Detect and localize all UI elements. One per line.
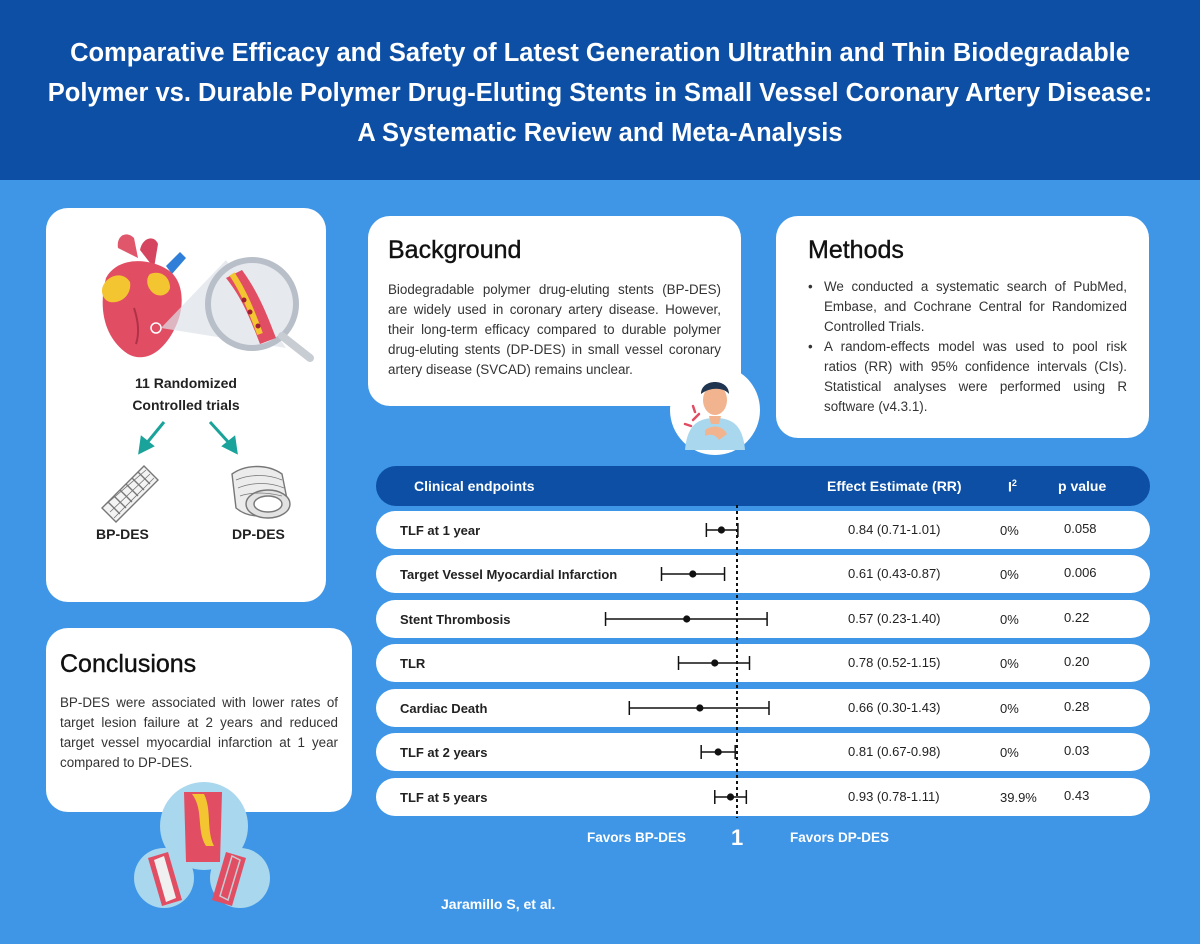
table-row xyxy=(376,644,1150,682)
effect-cell: 0.93 (0.78-1.11) xyxy=(848,789,940,804)
effect-cell: 0.66 (0.30-1.43) xyxy=(848,700,941,715)
i2-cell: 39.9% xyxy=(1000,790,1037,805)
endpoint-cell: TLF at 1 year xyxy=(400,523,481,538)
table-row xyxy=(376,555,1150,593)
title-line-2: Polymer vs. Durable Polymer Drug-Eluting Stents in Small Vessel Coronary Artery Disease: xyxy=(47,79,1153,107)
bp-des-stent-icon xyxy=(102,466,158,522)
p-value-cell: 0.43 xyxy=(1064,788,1090,803)
favors-bp-label: Favors BP-DES xyxy=(587,830,687,845)
p-value-cell: 0.006 xyxy=(1064,565,1097,580)
col-endpoint: Clinical endpoints xyxy=(414,478,535,494)
i2-cell: 0% xyxy=(1000,701,1019,716)
effect-cell: 0.84 (0.71-1.01) xyxy=(848,522,941,537)
p-value-cell: 0.20 xyxy=(1064,654,1090,669)
patient-illustration xyxy=(669,364,761,456)
col-p: p value xyxy=(1058,478,1107,494)
endpoint-cell: TLF at 2 years xyxy=(400,745,488,760)
conclusions-heading: Conclusions xyxy=(60,650,197,678)
table-row xyxy=(376,511,1150,549)
effect-cell: 0.57 (0.23-1.40) xyxy=(848,611,941,626)
conclusions-text: BP-DES were associated with lower rates of target lesion failure at 2 years and reduced target vessel myocardial infarction at 1 year compared to DP-DES. xyxy=(60,695,338,770)
methods-bullet: • We conducted a systematic search of PubMed, Embase, and Cochrane Central for Randomized Controlled Trials. xyxy=(808,277,1127,337)
poster-header xyxy=(0,0,1200,180)
p-value-cell: 0.28 xyxy=(1064,699,1090,714)
favors-dp-label: Favors DP-DES xyxy=(790,830,890,845)
effect-cell: 0.78 (0.52-1.15) xyxy=(848,655,941,670)
split-arrows xyxy=(140,422,236,452)
background-text: Biodegradable polymer drug-eluting stents (BP-DES) are widely used in coronary artery disease. However, their long-term efficacy compared to durable polymer drug-eluting stents (DP-DES) in small vessel coronary artery disease (SVCAD) remains unclear. xyxy=(388,282,721,377)
table-row xyxy=(376,689,1150,727)
effect-cell: 0.81 (0.67-0.98) xyxy=(848,744,941,759)
methods-heading: Methods xyxy=(808,236,904,264)
p-value-cell: 0.22 xyxy=(1064,610,1090,625)
dp-des-label: DP-DES xyxy=(232,526,285,542)
dp-des-stent-icon xyxy=(232,467,290,519)
endpoint-cell: TLF at 5 years xyxy=(400,790,488,805)
endpoint-cell: Target Vessel Myocardial Infarction xyxy=(400,567,618,582)
endpoint-cell: TLR xyxy=(400,656,426,671)
col-i2 xyxy=(1008,478,1017,495)
methods-list xyxy=(808,277,1127,417)
title-line-3: A Systematic Review and Meta-Analysis xyxy=(357,119,843,147)
author-credit: Jaramillo S, et al. xyxy=(441,896,556,912)
vessel-illustration xyxy=(134,780,284,912)
i2-cell: 0% xyxy=(1000,656,1019,671)
endpoint-cell: Stent Thrombosis xyxy=(400,612,511,627)
methods-card xyxy=(776,216,1149,438)
endpoint-cell: Cardiac Death xyxy=(400,701,488,716)
col-effect: Effect Estimate (RR) xyxy=(827,478,962,494)
table-row xyxy=(376,600,1150,638)
i2-cell: 0% xyxy=(1000,523,1019,538)
bp-des-label: BP-DES xyxy=(96,526,149,542)
i2-cell: 0% xyxy=(1000,567,1019,582)
effect-cell: 0.61 (0.43-0.87) xyxy=(848,566,941,581)
stent-diagram xyxy=(46,208,326,602)
title-line-1: Comparative Efficacy and Safety of Latest Generation Ultrathin and Thin Biodegradable xyxy=(70,39,1130,67)
col-i2-sup: 2 xyxy=(1011,478,1017,488)
table-row xyxy=(376,778,1150,816)
background-heading: Background xyxy=(388,236,522,264)
i2-cell: 0% xyxy=(1000,745,1019,760)
trials-line-1: 11 Randomized xyxy=(135,375,237,391)
trials-line-2: Controlled trials xyxy=(132,397,240,413)
table-row xyxy=(376,733,1150,771)
p-value-cell: 0.058 xyxy=(1064,521,1097,536)
col-i2-base: I xyxy=(1008,478,1012,495)
methods-bullet: • A random-effects model was used to pool risk ratios (RR) with 95% confidence intervals (CIs). Statistical analyses were performed using R software (v4.3.1). xyxy=(808,337,1127,417)
table-header xyxy=(376,466,1150,506)
i2-cell: 0% xyxy=(1000,612,1019,627)
reference-label: 1 xyxy=(731,825,744,850)
overview-card xyxy=(46,208,326,602)
p-value-cell: 0.03 xyxy=(1064,743,1090,758)
